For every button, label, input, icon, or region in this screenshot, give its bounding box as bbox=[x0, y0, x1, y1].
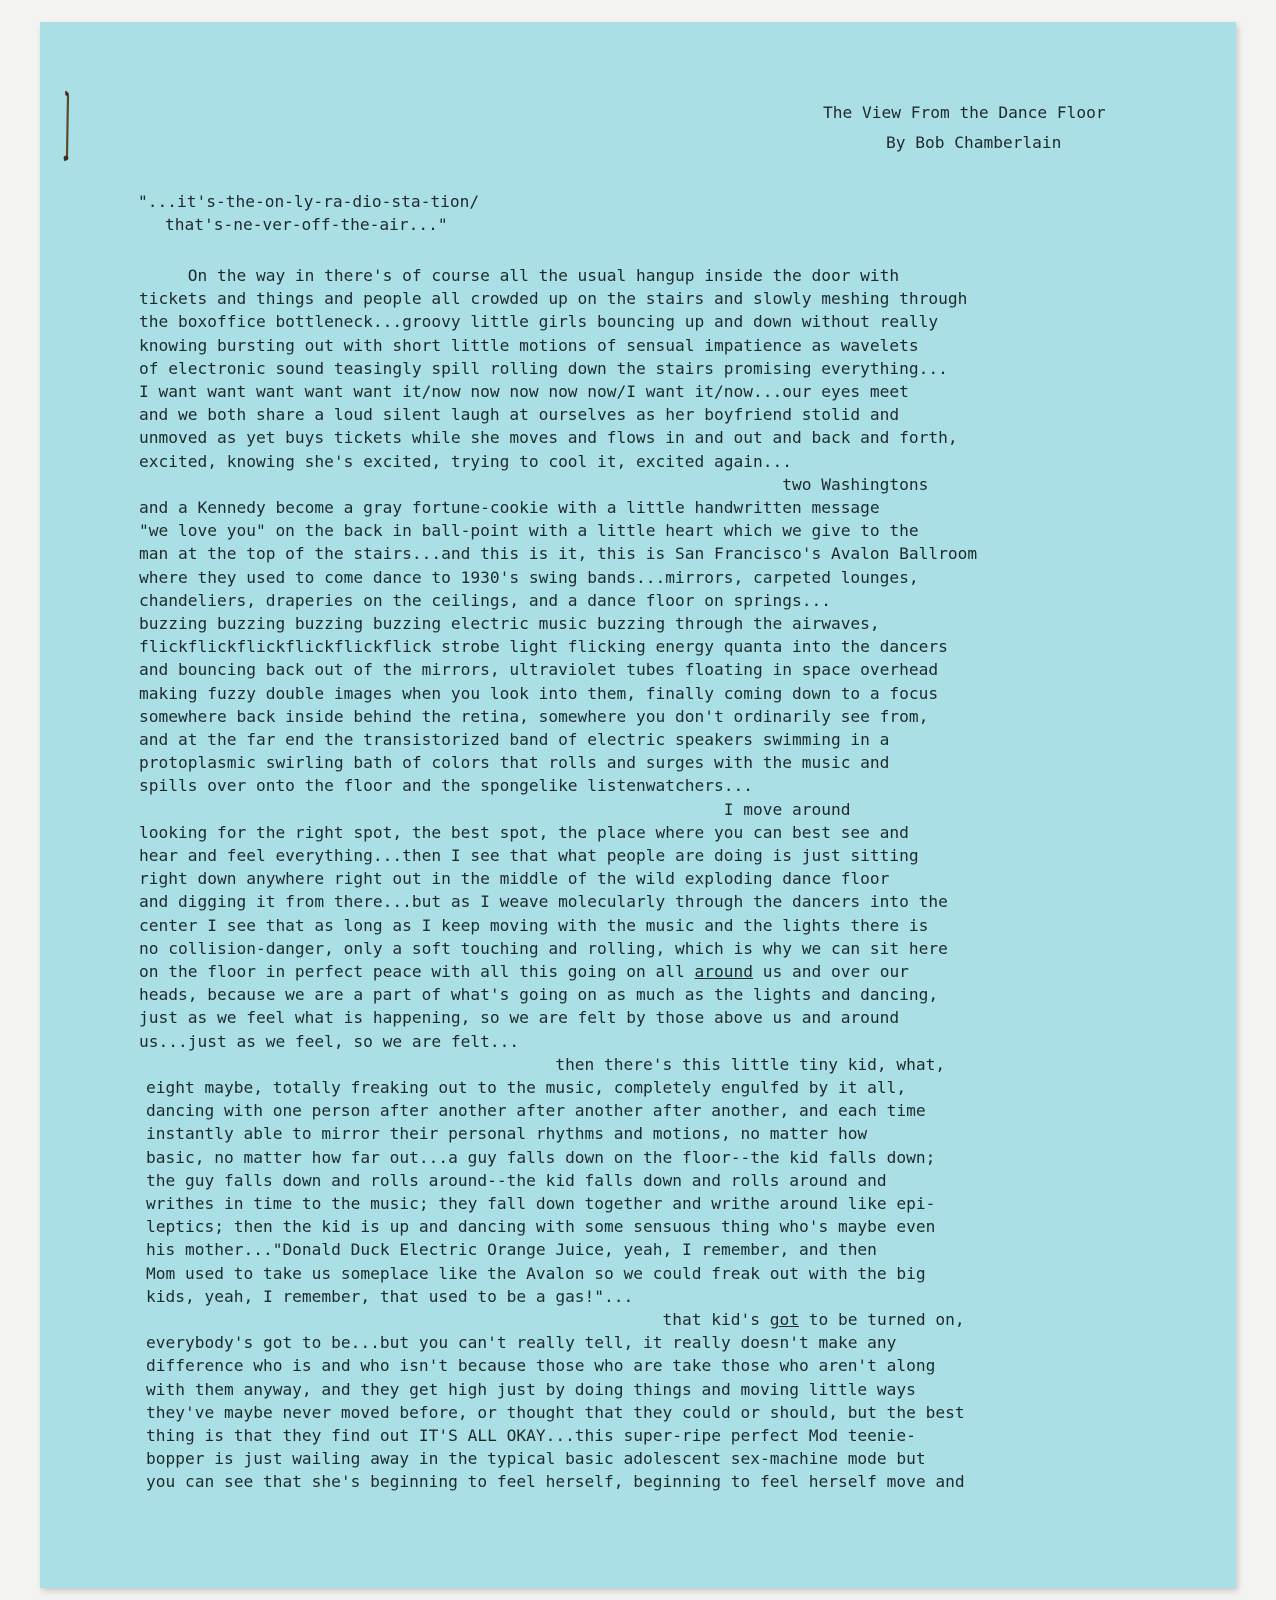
body-line bbox=[139, 821, 909, 844]
body-line bbox=[146, 1053, 945, 1076]
staple-icon bbox=[63, 90, 71, 164]
body-line bbox=[139, 798, 850, 821]
body-line bbox=[146, 1378, 916, 1401]
body-line-text: buzzing buzzing buzzing buzzing electric music buzzing through the airwaves, bbox=[139, 614, 880, 633]
body-line bbox=[139, 751, 889, 774]
body-line-text: flickflickflickflickflickflick strobe light flicking energy quanta into the dancers bbox=[139, 637, 948, 657]
body-line-text: basic, no matter how far out...a guy falls down on the floor--the kid falls down; bbox=[146, 1147, 936, 1167]
body-line bbox=[139, 310, 938, 333]
body-line-text: excited, knowing she's excited, trying to cool it, excited again... bbox=[139, 451, 792, 471]
underlined-word: around bbox=[694, 962, 753, 981]
body-line-text: man at the top of the stairs...and this is it, this is San Francisco's Avalon Ballroom bbox=[139, 544, 978, 564]
body-line bbox=[146, 1354, 935, 1377]
body-line-text: bopper is just wailing away in the typical basic adolescent sex-machine mode but bbox=[146, 1449, 926, 1469]
body-line bbox=[139, 264, 899, 287]
body-line bbox=[139, 589, 831, 612]
author-byline: By Bob Chamberlain bbox=[886, 133, 1062, 152]
body-line-text: protoplasmic swirling bath of colors that rolls and surges with the music and bbox=[139, 753, 890, 773]
body-line-text: us...just as we feel, so we are felt... bbox=[139, 1031, 520, 1051]
body-line bbox=[139, 1006, 899, 1029]
body-line bbox=[146, 1169, 887, 1192]
body-line-text: and bouncing back out of the mirrors, ultraviolet tubes floating in space overhead bbox=[139, 660, 939, 680]
body-line-text: just as we feel what is happening, so we are felt by those above us and around bbox=[139, 1008, 900, 1028]
body-line bbox=[139, 542, 977, 565]
body-line bbox=[146, 1262, 926, 1285]
body-line-text: that kid's bbox=[146, 1310, 770, 1329]
body-line bbox=[146, 1331, 896, 1354]
body-line-text: to be turned on, bbox=[798, 1310, 965, 1329]
body-line-text: and a Kennedy become a gray fortune-cookie with a little handwritten message bbox=[139, 498, 880, 517]
body-line bbox=[139, 612, 880, 635]
body-line-text: they've maybe never moved before, or thought that they could or should, but the best bbox=[146, 1402, 965, 1422]
body-line bbox=[139, 519, 919, 542]
body-line bbox=[139, 705, 928, 728]
body-line bbox=[146, 1424, 916, 1447]
body-line bbox=[146, 1238, 877, 1261]
body-line bbox=[139, 658, 938, 681]
body-line-text: two Washingtons bbox=[139, 474, 929, 494]
body-line bbox=[139, 403, 899, 426]
body-line-text: tickets and things and people all crowded up on the stairs and slowly meshing through bbox=[139, 289, 968, 309]
underlined-word: got bbox=[769, 1310, 799, 1329]
body-line-text: the guy falls down and rolls around--the kid falls down and rolls around and bbox=[146, 1170, 887, 1190]
body-line-text: right down anywhere right out in the middle of the wild exploding dance floor bbox=[139, 869, 890, 889]
body-line-text: his mother..."Donald Duck Electric Orange Juice, yeah, I remember, and then bbox=[146, 1240, 877, 1260]
body-line bbox=[139, 357, 948, 380]
body-line bbox=[146, 1285, 633, 1308]
body-line bbox=[139, 1030, 519, 1053]
body-line-text: "we love you" on the back in ball-point with a little heart which we give to the bbox=[139, 521, 919, 541]
body-line bbox=[139, 334, 919, 357]
body-line-text: leptics; then the kid is up and dancing with some sensuous thing who's maybe even bbox=[146, 1217, 936, 1237]
body-line-text: and digging it from there...but as I weave molecularly through the dancers into the bbox=[139, 892, 948, 912]
body-line bbox=[139, 426, 958, 449]
body-line bbox=[146, 1308, 965, 1331]
body-line-text: then there's this little tiny kid, what, bbox=[146, 1054, 946, 1074]
body-line-text: I want want want want want it/now now now now now/I want it/now...our eyes meet bbox=[139, 382, 909, 401]
body-line-text: of electronic sound teasingly spill rolling down the stairs promising everything... bbox=[139, 358, 948, 378]
body-line-text: making fuzzy double images when you look into them, finally coming down to a focus bbox=[139, 683, 939, 703]
body-line-text: spills over onto the floor and the spongelike listenwatchers... bbox=[139, 776, 753, 796]
body-line bbox=[139, 473, 928, 496]
body-line bbox=[146, 1146, 935, 1169]
body-line-text: and we both share a loud silent laugh at ourselves as her boyfriend stolid and bbox=[139, 405, 900, 425]
body-line-text: dancing with one person after another after another after another, and each time bbox=[146, 1101, 926, 1121]
body-line-text: kids, yeah, I remember, that used to be a gas!"... bbox=[146, 1286, 634, 1306]
body-line-text: knowing bursting out with short little motions of sensual impatience as wavelets bbox=[139, 335, 919, 355]
body-line-text: somewhere back inside behind the retina, somewhere you don't ordinarily see from, bbox=[139, 706, 929, 726]
body-line bbox=[139, 774, 753, 797]
body-line-text: and at the far end the transistorized band of electric speakers swimming in a bbox=[139, 730, 890, 749]
body-line bbox=[146, 1122, 867, 1145]
body-line-text: unmoved as yet buys tickets while she moves and flows in and out and back and forth, bbox=[139, 428, 958, 448]
body-line-text: the boxoffice bottleneck...groovy little girls bouncing up and down without really bbox=[139, 312, 939, 332]
epigraph-line: that's-ne-ver-off-the-air..." bbox=[165, 215, 448, 234]
body-line-text: thing is that they find out IT'S ALL OKAY...this super-ripe perfect Mod teenie- bbox=[146, 1426, 916, 1445]
body-line bbox=[146, 1470, 965, 1493]
body-line bbox=[139, 937, 948, 960]
body-line-text: with them anyway, and they get high just by doing things and moving little ways bbox=[146, 1379, 916, 1399]
body-line bbox=[139, 287, 967, 310]
body-line-text: on the floor in perfect peace with all this going on all bbox=[139, 962, 695, 981]
epigraph-line: "...it's-the-on-ly-ra-dio-sta-tion/ bbox=[138, 192, 480, 211]
body-line-text: On the way in there's of course all the usual hangup inside the door with bbox=[139, 266, 900, 285]
body-line bbox=[139, 682, 938, 705]
body-line bbox=[139, 380, 909, 403]
body-line-text: center I see that as long as I keep moving with the music and the lights there is bbox=[139, 915, 929, 935]
body-line-text: Mom used to take us someplace like the Avalon so we could freak out with the big bbox=[146, 1263, 926, 1283]
body-line-text: I move around bbox=[139, 799, 851, 819]
body-line-text: eight maybe, totally freaking out to the music, completely engulfed by it all, bbox=[146, 1078, 907, 1097]
body-line bbox=[139, 728, 889, 751]
body-line-text: no collision-danger, only a soft touching and rolling, which is why we can sit here bbox=[139, 938, 948, 958]
body-line-text: us and over our bbox=[753, 962, 909, 981]
body-line-text: hear and feel everything...then I see that what people are doing is just sitting bbox=[139, 846, 919, 865]
body-line-text: heads, because we are a part of what's going on as much as the lights and dancing, bbox=[139, 985, 939, 1005]
document-title: The View From the Dance Floor bbox=[823, 103, 1106, 122]
body-line bbox=[139, 635, 948, 658]
body-line bbox=[139, 914, 928, 937]
body-line bbox=[146, 1076, 906, 1099]
body-line bbox=[139, 566, 919, 589]
body-line bbox=[139, 890, 948, 913]
body-line-text: chandeliers, draperies on the ceilings, and a dance floor on springs... bbox=[139, 590, 831, 610]
body-line bbox=[146, 1215, 935, 1238]
body-line-text: you can see that she's beginning to feel herself, beginning to feel herself move and bbox=[146, 1472, 965, 1492]
body-line bbox=[139, 960, 909, 983]
body-line-text: where they used to come dance to 1930's swing bands...mirrors, carpeted lounges, bbox=[139, 567, 919, 587]
body-line bbox=[146, 1401, 965, 1424]
body-line bbox=[146, 1099, 926, 1122]
body-line-text: instantly able to mirror their personal rhythms and motions, no matter how bbox=[146, 1124, 868, 1144]
body-line bbox=[139, 450, 792, 473]
body-line bbox=[146, 1192, 935, 1215]
body-line-text: difference who is and who isn't because those who are take those who aren't along bbox=[146, 1356, 936, 1376]
body-line bbox=[139, 496, 880, 519]
body-line-text: looking for the right spot, the best spot, the place where you can best see and bbox=[139, 822, 909, 842]
body-line bbox=[139, 844, 919, 867]
body-line-text: everybody's got to be...but you can't really tell, it really doesn't make any bbox=[146, 1333, 897, 1353]
body-line bbox=[139, 867, 889, 890]
body-line bbox=[139, 983, 938, 1006]
body-line bbox=[146, 1447, 926, 1470]
body-line-text: writhes in time to the music; they fall down together and writhe around like epi- bbox=[146, 1194, 936, 1213]
